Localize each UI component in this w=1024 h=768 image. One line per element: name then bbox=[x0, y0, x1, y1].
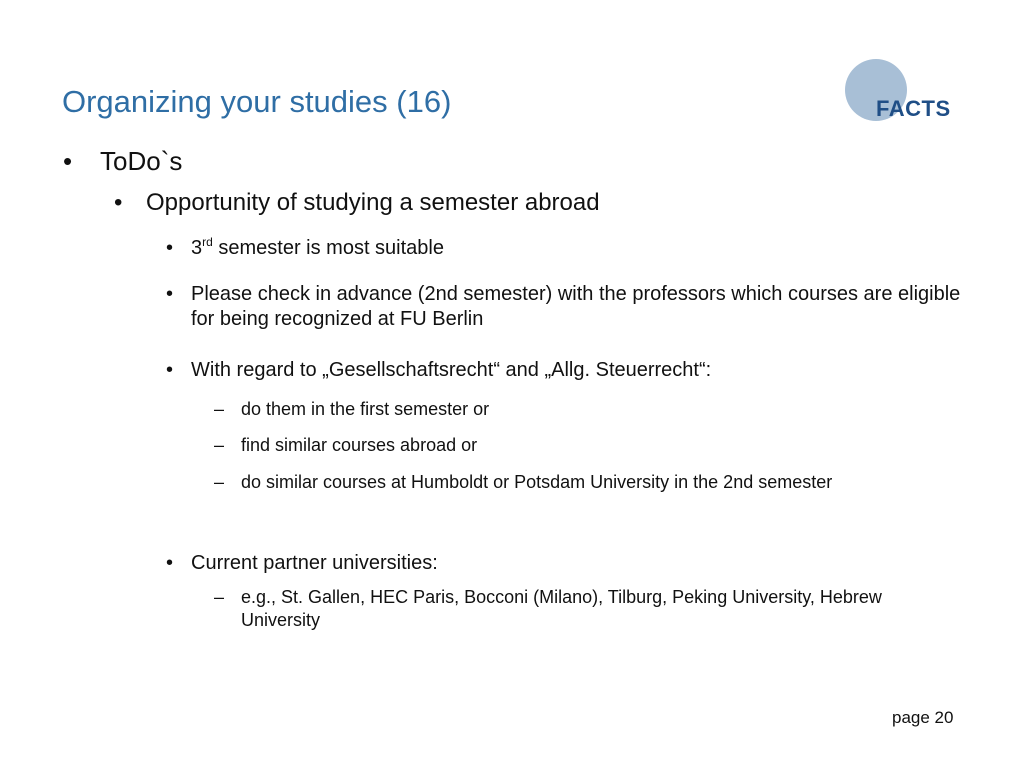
bullet-text: ToDo`s bbox=[100, 146, 183, 176]
bullet-abroad bbox=[114, 188, 600, 218]
sub-bullet-abroad bbox=[214, 434, 921, 457]
dash-icon: – bbox=[214, 587, 225, 607]
bullet-regard bbox=[166, 358, 961, 383]
ordinal-suffix: rd bbox=[202, 235, 213, 249]
sub-bullet-text: do them in the first semester or bbox=[241, 399, 490, 419]
bullet-text: semester is most suitable bbox=[212, 237, 444, 259]
bullet-icon: • bbox=[166, 359, 174, 381]
bullet-icon: • bbox=[63, 146, 73, 176]
bullet-check-advance bbox=[166, 282, 961, 332]
bullet-text: With regard to „Gesellschaftsrecht“ and „Allg. Steuerrecht“: bbox=[191, 359, 712, 381]
bullet-icon: • bbox=[166, 552, 174, 574]
dash-icon: – bbox=[214, 472, 225, 492]
bullet-icon: • bbox=[114, 189, 123, 216]
bullet-todos bbox=[63, 145, 183, 178]
sub-bullet-text: do similar courses at Humboldt or Potsdam University in the 2nd semester bbox=[241, 472, 833, 492]
sub-bullet-humboldt bbox=[214, 471, 921, 494]
bullet-text: Opportunity of studying a semester abroad bbox=[146, 189, 600, 216]
sub-bullet-partners bbox=[214, 586, 921, 631]
sub-bullet-first-semester bbox=[214, 398, 921, 421]
bullet-text-number: 3 bbox=[191, 237, 203, 259]
logo-text: FACTS bbox=[876, 96, 951, 121]
slide-title: Organizing your studies (16) bbox=[62, 84, 452, 119]
dash-icon: – bbox=[214, 435, 225, 455]
bullet-partners bbox=[166, 551, 961, 576]
bullet-icon: • bbox=[166, 237, 174, 259]
sub-bullet-text: e.g., St. Gallen, HEC Paris, Bocconi (Milano), Tilburg, Peking University, Hebrew University bbox=[241, 587, 882, 630]
bullet-text: Please check in advance (2nd semester) with the professors which courses are eligible for being recognized at FU Berlin bbox=[191, 283, 961, 330]
page-number: page 20 bbox=[892, 708, 954, 727]
dash-icon: – bbox=[214, 399, 225, 419]
bullet-text: Current partner universities: bbox=[191, 552, 438, 574]
bullet-third-semester bbox=[166, 235, 961, 261]
sub-bullet-text: find similar courses abroad or bbox=[241, 435, 478, 455]
bullet-icon: • bbox=[166, 283, 174, 305]
